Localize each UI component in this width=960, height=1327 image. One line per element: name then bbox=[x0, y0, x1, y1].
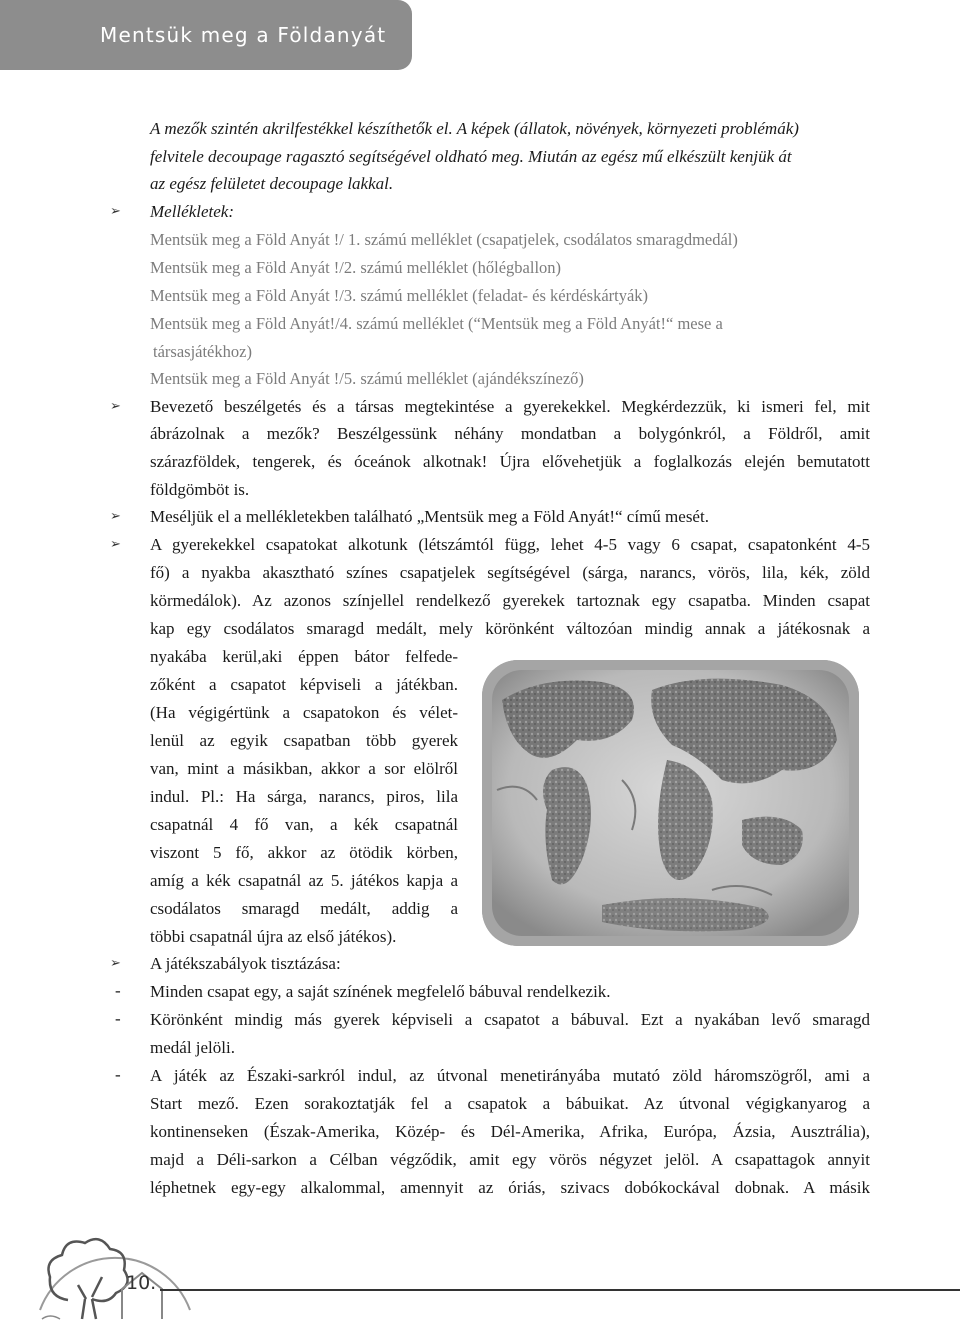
body-line: A gyerekekkel csapatokat alkotunk (létszámtól függ, lehet 4-5 vagy 6 csapat, csapatonként 4-5 bbox=[150, 535, 870, 554]
rules-heading: A játékszabályok tisztázása: bbox=[150, 954, 341, 973]
body-line: Bevezető beszélgetés és a társas megtekintése a gyerekekkel. Megkérdezzük, ki ismeri fel, mit bbox=[150, 397, 870, 416]
page-number: 10. bbox=[126, 1272, 157, 1294]
dash-bullet: - bbox=[115, 1065, 121, 1084]
dash-bullet: - bbox=[115, 1009, 121, 1028]
attachment-item: Mentsük meg a Föld Anyát !/5. számú melléklet (ajándékszínező) bbox=[150, 369, 584, 388]
body-line: amíg a kék csapatnál az 5. játékos kapja a bbox=[150, 871, 458, 890]
body-line: kap egy csodálatos smaragd medált, mely körönként változóan mindig annak a játékosnak a bbox=[150, 619, 870, 638]
arrowhead-bullet-icon: ➢ bbox=[110, 204, 121, 219]
arrowhead-bullet-icon: ➢ bbox=[110, 399, 121, 414]
body-line: fő) a nyakba akasztható színes csapatjelek segítségével (sárga, narancs, vörös, lila, kék, zöld bbox=[150, 563, 870, 582]
body-line: csapatnál 4 fő van, a kék csapatnál bbox=[150, 815, 458, 834]
body-line: van, mint a másikban, akkor a sor elölről bbox=[150, 759, 458, 778]
attachment-item: Mentsük meg a Föld Anyát !/ 1. számú melléklet (csapatjelek, csodálatos smaragdmedál) bbox=[150, 230, 738, 249]
body-line: zőként a csapatot képviseli a játékban. bbox=[150, 675, 458, 694]
rule-line: kontinenseken (Észak-Amerika, Közép- és Dél-Amerika, Afrika, Európa, Ázsia, Ausztrália), bbox=[150, 1122, 870, 1141]
rule-line: medál jelöli. bbox=[150, 1038, 235, 1057]
chapter-header-tab bbox=[0, 0, 412, 70]
body-line: indul. Pl.: Ha sárga, narancs, piros, lila bbox=[150, 787, 458, 806]
body-line: körmedálok). Az azonos színjellel rendelkező gyerekek tartoznak egy csapatba. Minden csapat bbox=[150, 591, 870, 610]
rule-line: A játék az Északi-sarkról indul, az útvonal menetirányába mutató zöld háromszögről, ami a bbox=[150, 1066, 870, 1085]
rule-line: Start mező. Ezen sorakoztatják fel a csapatok a bábuikat. Az útvonal végigkanyarog a bbox=[150, 1094, 870, 1113]
game-board-photo bbox=[482, 660, 859, 946]
world-map-board-image bbox=[482, 660, 859, 946]
body-line: Meséljük el a mellékletekben található „Mentsük meg a Föld Anyát!“ című mesét. bbox=[150, 507, 709, 526]
rule-line: Minden csapat egy, a saját színének megfelelő bábuval rendelkezik. bbox=[150, 982, 611, 1001]
arrowhead-bullet-icon: ➢ bbox=[110, 956, 121, 971]
body-line: lenül az egyik csapatban több gyerek bbox=[150, 731, 458, 750]
intro-line: az egész felületet decoupage lakkal. bbox=[150, 174, 394, 193]
intro-line: felvitele decoupage ragasztó segítségével oldható meg. Miután az egész mű elkészült kenjük át bbox=[150, 147, 792, 166]
rule-line: Körönként mindig más gyerek képviseli a csapatot a bábuval. Ezt a nyakában levő smaragd bbox=[150, 1010, 870, 1029]
body-line: többi csapatnál újra az első játékos). bbox=[150, 927, 397, 946]
footer-rule bbox=[160, 1289, 960, 1291]
rule-line: léphetnek egy-egy alkalommal, amennyit az óriás, szivacs dobókockával dobnak. A másik bbox=[150, 1178, 870, 1197]
intro-line: A mezők szintén akrilfestékkel készíthetők el. A képek (állatok, növények, környezeti problémák) bbox=[150, 119, 799, 138]
tree-house-logo-icon bbox=[30, 1215, 200, 1327]
body-line: nyakába kerül,aki éppen bátor felfede- bbox=[150, 647, 458, 666]
body-line: (Ha végigértünk a csapatokon és vélet- bbox=[150, 703, 458, 722]
attachments-label: Mellékletek: bbox=[150, 202, 234, 221]
attachment-item: Mentsük meg a Föld Anyát !/3. számú melléklet (feladat- és kérdéskártyák) bbox=[150, 286, 649, 305]
body-line: szárazföldek, tengerek, és óceánok alkotnak! Újra elővehetjük a foglalkozás elején bemutatott bbox=[150, 452, 870, 471]
dash-bullet: - bbox=[115, 981, 121, 1000]
arrowhead-bullet-icon: ➢ bbox=[110, 509, 121, 524]
body-line: csodálatos smaragd medált, addig a bbox=[150, 899, 458, 918]
body-line: viszont 5 fő, akkor az ötödik körben, bbox=[150, 843, 458, 862]
rule-line: majd a Déli-sarkon a Célban végződik, amit egy vörös négyzet jelöl. A csapattagok annyit bbox=[150, 1150, 870, 1169]
attachment-item: társasjátékhoz) bbox=[153, 342, 252, 361]
body-line: földgömböt is. bbox=[150, 480, 250, 499]
attachment-item: Mentsük meg a Föld Anyát!/4. számú melléklet (“Mentsük meg a Föld Anyát!“ mese a bbox=[150, 314, 723, 333]
attachment-item: Mentsük meg a Föld Anyát !/2. számú melléklet (hőlégballon) bbox=[150, 258, 562, 277]
body-line: ábrázolnak a mezők? Beszélgessünk néhány mondatban a bolygónkról, a Földről, amit bbox=[150, 424, 870, 443]
arrowhead-bullet-icon: ➢ bbox=[110, 537, 121, 552]
chapter-title: Mentsük meg a Földanyát bbox=[100, 23, 387, 47]
